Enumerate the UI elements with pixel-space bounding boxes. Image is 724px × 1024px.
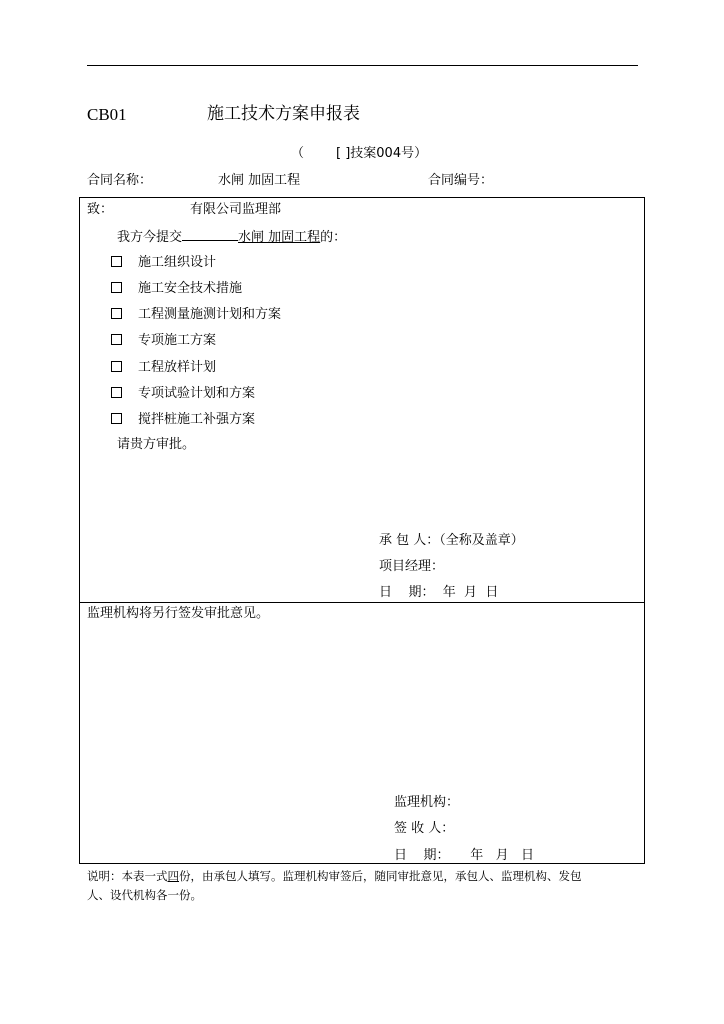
contract-number-label: 合同编号：	[428, 173, 494, 188]
ref-open: （	[291, 146, 305, 161]
form-title: 施工技术方案申报表	[207, 104, 360, 124]
submit-suffix: 的：	[320, 230, 347, 245]
list-item-label: 搅拌桩施工补强方案	[138, 412, 256, 427]
list-item[interactable]	[111, 281, 242, 297]
list-item-label: 工程放样计划	[138, 360, 217, 375]
submit-line	[117, 228, 346, 246]
checkbox[interactable]	[111, 413, 122, 424]
list-item[interactable]	[111, 255, 216, 271]
contract-name-label: 合同名称：	[87, 173, 153, 188]
list-item-label: 专项施工方案	[138, 333, 217, 348]
checkbox[interactable]	[111, 282, 122, 293]
checkbox[interactable]	[111, 387, 122, 398]
list-item[interactable]	[111, 307, 281, 323]
checkbox[interactable]	[111, 334, 122, 345]
form-box	[79, 197, 645, 864]
agency-line: 监理机构：	[394, 795, 460, 810]
submit-project: 水闸 加固工程	[238, 230, 321, 245]
list-item-label: 专项试验计划和方案	[138, 386, 256, 401]
note-copies: 四	[167, 869, 179, 883]
to-label: 致：	[87, 202, 114, 217]
list-item-label: 工程测量施测计划和方案	[138, 307, 282, 322]
footer-note-line1	[87, 869, 582, 883]
receiver-line: 签 收 人：	[394, 821, 455, 836]
contractor-line: 承 包 人：（全称及盖章）	[379, 533, 524, 548]
contract-name-value: 水闸 加固工程	[218, 173, 301, 188]
checkbox[interactable]	[111, 308, 122, 319]
form-code: CB01	[87, 105, 127, 124]
top-rule	[87, 65, 638, 66]
request-text: 请贵方审批。	[117, 437, 196, 452]
list-item-label: 施工组织设计	[138, 255, 217, 270]
date-line: 日 期： 年 月 日	[379, 585, 499, 600]
submit-prefix: 我方今提交	[117, 230, 183, 245]
date-line-2: 日 期： 年 月 日	[394, 848, 534, 863]
note-b: 份，由承包人填写。监理机构审签后，随同审批意见，承包人、监理机构、发包	[179, 869, 582, 883]
checkbox[interactable]	[111, 256, 122, 267]
list-item[interactable]	[111, 412, 255, 428]
list-item[interactable]	[111, 333, 216, 349]
note-a: 说明：本表一式	[87, 869, 168, 883]
list-item[interactable]	[111, 386, 255, 402]
manager-line: 项目经理：	[379, 559, 445, 574]
list-item[interactable]	[111, 360, 216, 376]
to-value: 有限公司监理部	[190, 202, 282, 217]
ref-number: [ ]技案004号）	[336, 146, 428, 161]
section-divider	[79, 602, 645, 603]
checkbox[interactable]	[111, 361, 122, 372]
submit-blank	[182, 228, 238, 241]
list-item-label: 施工安全技术措施	[138, 281, 243, 296]
footer-note-line2: 人、设代机构各一份。	[87, 888, 202, 902]
opinion-text: 监理机构将另行签发审批意见。	[87, 606, 270, 621]
